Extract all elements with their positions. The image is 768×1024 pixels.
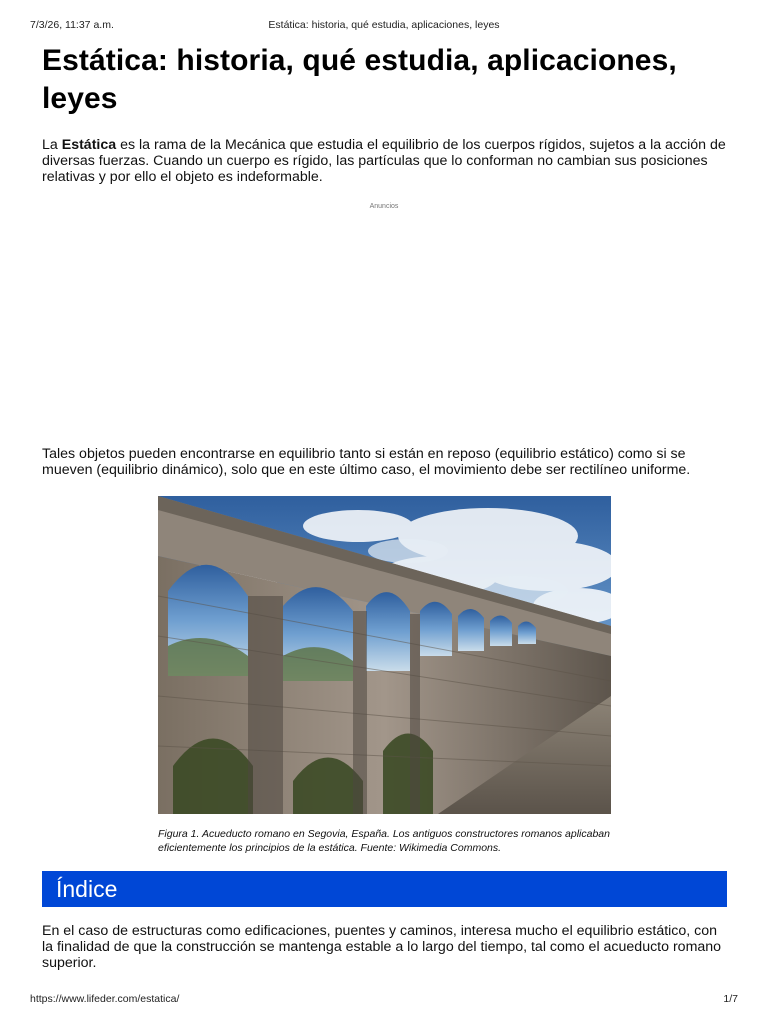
paragraph-equilibrium: Tales objetos pueden encontrarse en equilibrio tanto si están en reposo (equilibrio estático) como si se mueven (equilibrio dinámico), solo que en este último caso, el movimiento debe ser rectilíneo uniforme. <box>42 446 691 478</box>
print-datetime: 7/3/26, 11:37 a.m. <box>30 19 114 31</box>
article <box>42 42 732 118</box>
intro-paragraph <box>42 137 732 185</box>
intro-bold-term: Estática <box>61 137 117 153</box>
page-url: https://www.lifeder.com/estatica/ <box>30 993 180 1005</box>
article-title: Estática: historia, qué estudia, aplicaciones, leyes <box>42 44 677 115</box>
ads-label: Anuncios <box>369 203 399 210</box>
index-section-header[interactable] <box>42 871 727 907</box>
index-title: Índice <box>56 876 118 902</box>
intro-text-start: La <box>42 137 62 153</box>
print-footer <box>30 993 738 1007</box>
print-header-title: Estática: historia, qué estudia, aplicaciones, leyes <box>268 19 500 31</box>
aqueduct-photo <box>158 496 611 814</box>
print-header <box>30 19 738 33</box>
page-number: 1/7 <box>723 993 738 1005</box>
figure-caption: Figura 1. Acueducto romano en Segovia, España. Los antiguos constructores romanos aplicaban eficientemente los principios de la estática. Fuente: Wikimedia Commons. <box>158 828 610 854</box>
intro-text-rest: es la rama de la Mecánica que estudia el equilibrio de los cuerpos rígidos, sujetos a la acción de diversas fuerzas. Cuando un cuerpo es rígido, las partículas que lo conforman no cambian sus posiciones relativas y por ello el objeto es indeformable. <box>42 137 726 185</box>
paragraph-structures: En el caso de estructuras como edificaciones, puentes y caminos, interesa mucho el equilibrio estático, con la finalidad de que la construcción se mantenga estable a lo largo del tiempo, tal como el acueducto romano superior. <box>42 923 722 971</box>
